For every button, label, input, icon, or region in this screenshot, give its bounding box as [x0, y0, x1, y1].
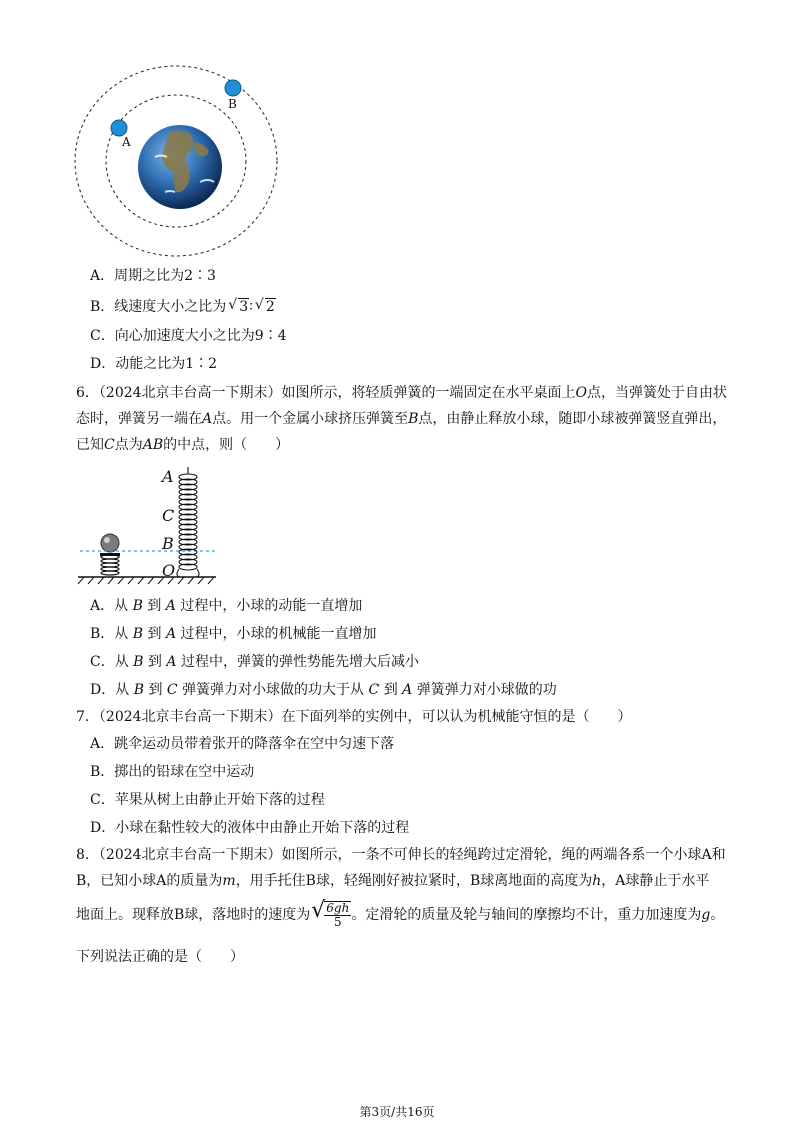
- satellite-b-label: B: [228, 97, 237, 111]
- satellite-a: [111, 120, 127, 136]
- q7-option-c: C．苹果从树上由静止开始下落的过程: [90, 792, 325, 808]
- spring-label-a: A: [162, 467, 174, 486]
- q7-option-d: D．小球在黏性较大的液体中由静止开始下落的过程: [90, 820, 410, 836]
- q8-stem-line3: 地面上。现释放B球，落地时的速度为 √ $\frac{6gh}{5}$ 。定滑轮的质量及轮与轴间的摩擦均不计，重力加速度为g。: [76, 898, 725, 929]
- spring-label-b: B: [162, 534, 174, 553]
- q6-option-c: C．从 B 到 A 过程中，弹簧的弹性势能先增大后减小: [90, 654, 419, 670]
- satellite-a-label: A: [122, 135, 131, 149]
- spring-label-o: O: [162, 561, 176, 580]
- spring-label-c: C: [162, 506, 175, 525]
- sqrt-fraction: [311, 898, 351, 929]
- option-text: 向心加速度大小之比为9∶4: [114, 328, 287, 344]
- q8-stem-line2: B，已知小球A的质量为m，用手托住B球，轻绳刚好被拉紧时，B球离地面的高度为h，A球静止于水平: [76, 873, 710, 889]
- option-letter: C．: [90, 328, 115, 344]
- q7-stem: 7．（2024北京丰台高一下期末）在下面列举的实例中，可以认为机械能守恒的是（ ）: [76, 709, 632, 725]
- q7-option-a: A．跳伞运动员带着张开的降落伞在空中匀速下落: [90, 736, 395, 752]
- compressed-spring: [101, 555, 119, 575]
- velocity-fraction: $\frac{6gh}{5}$: [326, 901, 350, 929]
- sqrt-3: √ 3: [228, 297, 249, 315]
- metal-ball-icon: [101, 534, 119, 552]
- satellite-b: [225, 80, 241, 96]
- q8-stem-line4: 下列说法正确的是（ ）: [76, 949, 244, 965]
- free-spring: [179, 474, 197, 570]
- q6-stem-line1: 6．（2024北京丰台高一下期末）如图所示，将轻质弹簧的一端固定在水平桌面上O点，当弹簧处于自由状: [76, 385, 728, 401]
- q6-option-a: A．从 B 到 A 过程中，小球的动能一直增加: [90, 598, 363, 614]
- orbit-figure: [70, 62, 290, 262]
- q6-stem-line2: 态时，弹簧另一端在A点。用一个金属小球挤压弹簧至B点，由静止释放小球，随即小球被弹簧竖直弹出，: [76, 411, 727, 427]
- sqrt-radical: √: [254, 297, 264, 313]
- spring-figure: [74, 463, 224, 588]
- option-letter: B．: [90, 299, 115, 315]
- q5-option-b: B．线速度大小之比为 √ 3∶ √ 2: [90, 297, 275, 315]
- spring-base: [100, 553, 120, 556]
- q7-option-b: B．掷出的铅球在空中运动: [90, 764, 255, 780]
- q6-option-d: D．从 B 到 C 弹簧弹力对小球做的功大于从 C 到 A 弹簧弹力对小球做的功: [90, 682, 557, 698]
- q6-option-b: B．从 B 到 A 过程中，小球的机械能一直增加: [90, 626, 377, 642]
- option-text: 周期之比为2∶3: [114, 268, 216, 284]
- ball-highlight: [104, 537, 110, 543]
- sqrt-radical: √: [228, 297, 238, 313]
- q5-option-a: [90, 267, 216, 285]
- option-letter: D．: [90, 356, 116, 372]
- q5-option-d: [90, 355, 217, 373]
- option-text: 动能之比为1∶2: [115, 356, 218, 372]
- page-footer: 第3页/共16页: [359, 1105, 435, 1119]
- sqrt-radical: √: [311, 898, 326, 923]
- option-letter: A．: [90, 268, 115, 284]
- ground-hatch: [78, 577, 214, 584]
- q5-option-c: [90, 327, 287, 345]
- q6-stem-line3: 已知C点为AB的中点，则（ ）: [76, 437, 290, 453]
- sqrt-2: √ 2: [254, 297, 275, 315]
- option-text: 线速度大小之比为: [114, 299, 227, 315]
- q8-stem-line1: 8．（2024北京丰台高一下期末）如图所示，一条不可伸长的轻绳跨过定滑轮，绳的两端各系一个小球A和: [76, 847, 726, 863]
